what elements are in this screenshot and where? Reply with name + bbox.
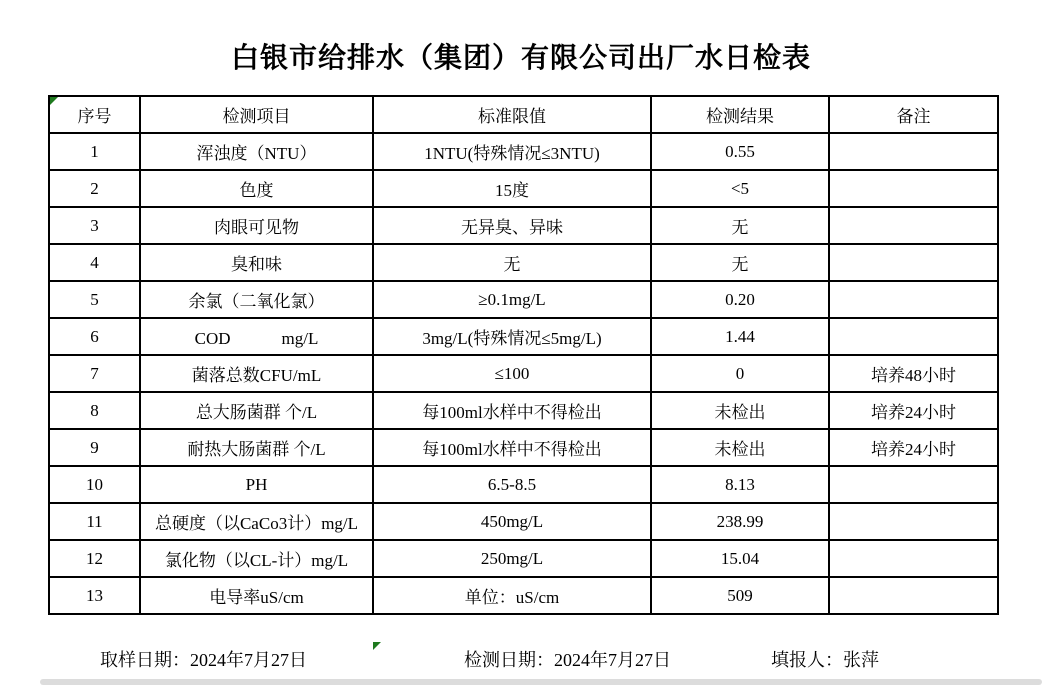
cell-result: 0: [651, 355, 829, 392]
cell-no: 6: [49, 318, 140, 355]
sampling-date-label: 取样日期：2024年7月27日: [100, 650, 307, 670]
cell-result: 1.44: [651, 318, 829, 355]
cell-result: 无: [651, 207, 829, 244]
cell-no: 2: [49, 170, 140, 207]
column-header: 备注: [829, 96, 998, 133]
table-row: [49, 207, 998, 244]
cell-note: [829, 207, 998, 244]
table-row: [49, 577, 998, 614]
table-row: [49, 318, 998, 355]
table-row: [49, 503, 998, 540]
cell-limit: 450mg/L: [373, 503, 651, 540]
cell-item: 氯化物（以CL-计）mg/L: [140, 540, 373, 577]
cell-result: 无: [651, 244, 829, 281]
cell-item: 总大肠菌群 个/L: [140, 392, 373, 429]
cell-result: 238.99: [651, 503, 829, 540]
cell-limit: ≤100: [373, 355, 651, 392]
cell-no: 4: [49, 244, 140, 281]
page-title: 白银市给排水（集团）有限公司出厂水日检表: [230, 43, 811, 74]
cell-note: [829, 503, 998, 540]
cell-limit: 3mg/L(特殊情况≤5mg/L): [373, 318, 651, 355]
cell-no: 11: [49, 503, 140, 540]
cell-result: 0.55: [651, 133, 829, 170]
cell-limit: 单位：uS/cm: [373, 577, 651, 614]
cell-note: 培养24小时: [829, 429, 998, 466]
cell-result: 8.13: [651, 466, 829, 503]
cell-note: [829, 540, 998, 577]
cell-note: [829, 577, 998, 614]
cell-item: 电导率uS/cm: [140, 577, 373, 614]
inspection-table: [48, 95, 999, 615]
cell-limit: 每100ml水样中不得检出: [373, 392, 651, 429]
reporter-label: 填报人：张萍: [771, 650, 879, 670]
table-row: [49, 429, 998, 466]
table-row: [49, 244, 998, 281]
cell-no: 13: [49, 577, 140, 614]
cell-limit: 无: [373, 244, 651, 281]
cell-limit: ≥0.1mg/L: [373, 281, 651, 318]
cell-item: 耐热大肠菌群 个/L: [140, 429, 373, 466]
cell-item: 臭和味: [140, 244, 373, 281]
cell-limit: 15度: [373, 170, 651, 207]
cell-note: 培养48小时: [829, 355, 998, 392]
cell-no: 1: [49, 133, 140, 170]
table-row: [49, 133, 998, 170]
table-row: [49, 466, 998, 503]
cell-note: [829, 281, 998, 318]
table-row: [49, 170, 998, 207]
cell-limit: 无异臭、异味: [373, 207, 651, 244]
cell-item: 色度: [140, 170, 373, 207]
cell-limit: 每100ml水样中不得检出: [373, 429, 651, 466]
cell-limit: 250mg/L: [373, 540, 651, 577]
cell-no: 12: [49, 540, 140, 577]
cell-no: 3: [49, 207, 140, 244]
cell-result: 0.20: [651, 281, 829, 318]
table-row: [49, 281, 998, 318]
cell-no: 7: [49, 355, 140, 392]
horizontal-scrollbar[interactable]: [40, 679, 1042, 685]
table-row: [49, 540, 998, 577]
cell-result: 509: [651, 577, 829, 614]
table-row: [49, 392, 998, 429]
green-corner-marker-icon: [373, 642, 381, 650]
cell-item: 菌落总数CFU/mL: [140, 355, 373, 392]
cell-no: 5: [49, 281, 140, 318]
cell-item: 总硬度（以CaCo3计）mg/L: [140, 503, 373, 540]
column-header: 检测项目: [140, 96, 373, 133]
cell-limit: 6.5-8.5: [373, 466, 651, 503]
cell-no: 8: [49, 392, 140, 429]
column-header: 序号: [49, 96, 140, 133]
cell-item: PH: [140, 466, 373, 503]
cell-item: 浑浊度（NTU）: [140, 133, 373, 170]
cell-note: 培养24小时: [829, 392, 998, 429]
cell-result: 未检出: [651, 392, 829, 429]
cell-item: 余氯（二氧化氯）: [140, 281, 373, 318]
green-corner-marker-icon: [50, 97, 58, 105]
cell-note: [829, 466, 998, 503]
cell-no: 10: [49, 466, 140, 503]
cell-note: [829, 133, 998, 170]
column-header: 标准限值: [373, 96, 651, 133]
cell-no: 9: [49, 429, 140, 466]
daily-inspection-table: [48, 95, 999, 615]
cell-result: <5: [651, 170, 829, 207]
cell-note: [829, 170, 998, 207]
cell-limit: 1NTU(特殊情况≤3NTU): [373, 133, 651, 170]
header-row: [49, 96, 998, 133]
cell-item: 肉眼可见物: [140, 207, 373, 244]
cell-note: [829, 244, 998, 281]
testing-date-label: 检测日期：2024年7月27日: [464, 650, 671, 670]
column-header: 检测结果: [651, 96, 829, 133]
table-row: [49, 355, 998, 392]
cell-result: 未检出: [651, 429, 829, 466]
cell-item: COD mg/L: [140, 318, 373, 355]
cell-note: [829, 318, 998, 355]
cell-result: 15.04: [651, 540, 829, 577]
